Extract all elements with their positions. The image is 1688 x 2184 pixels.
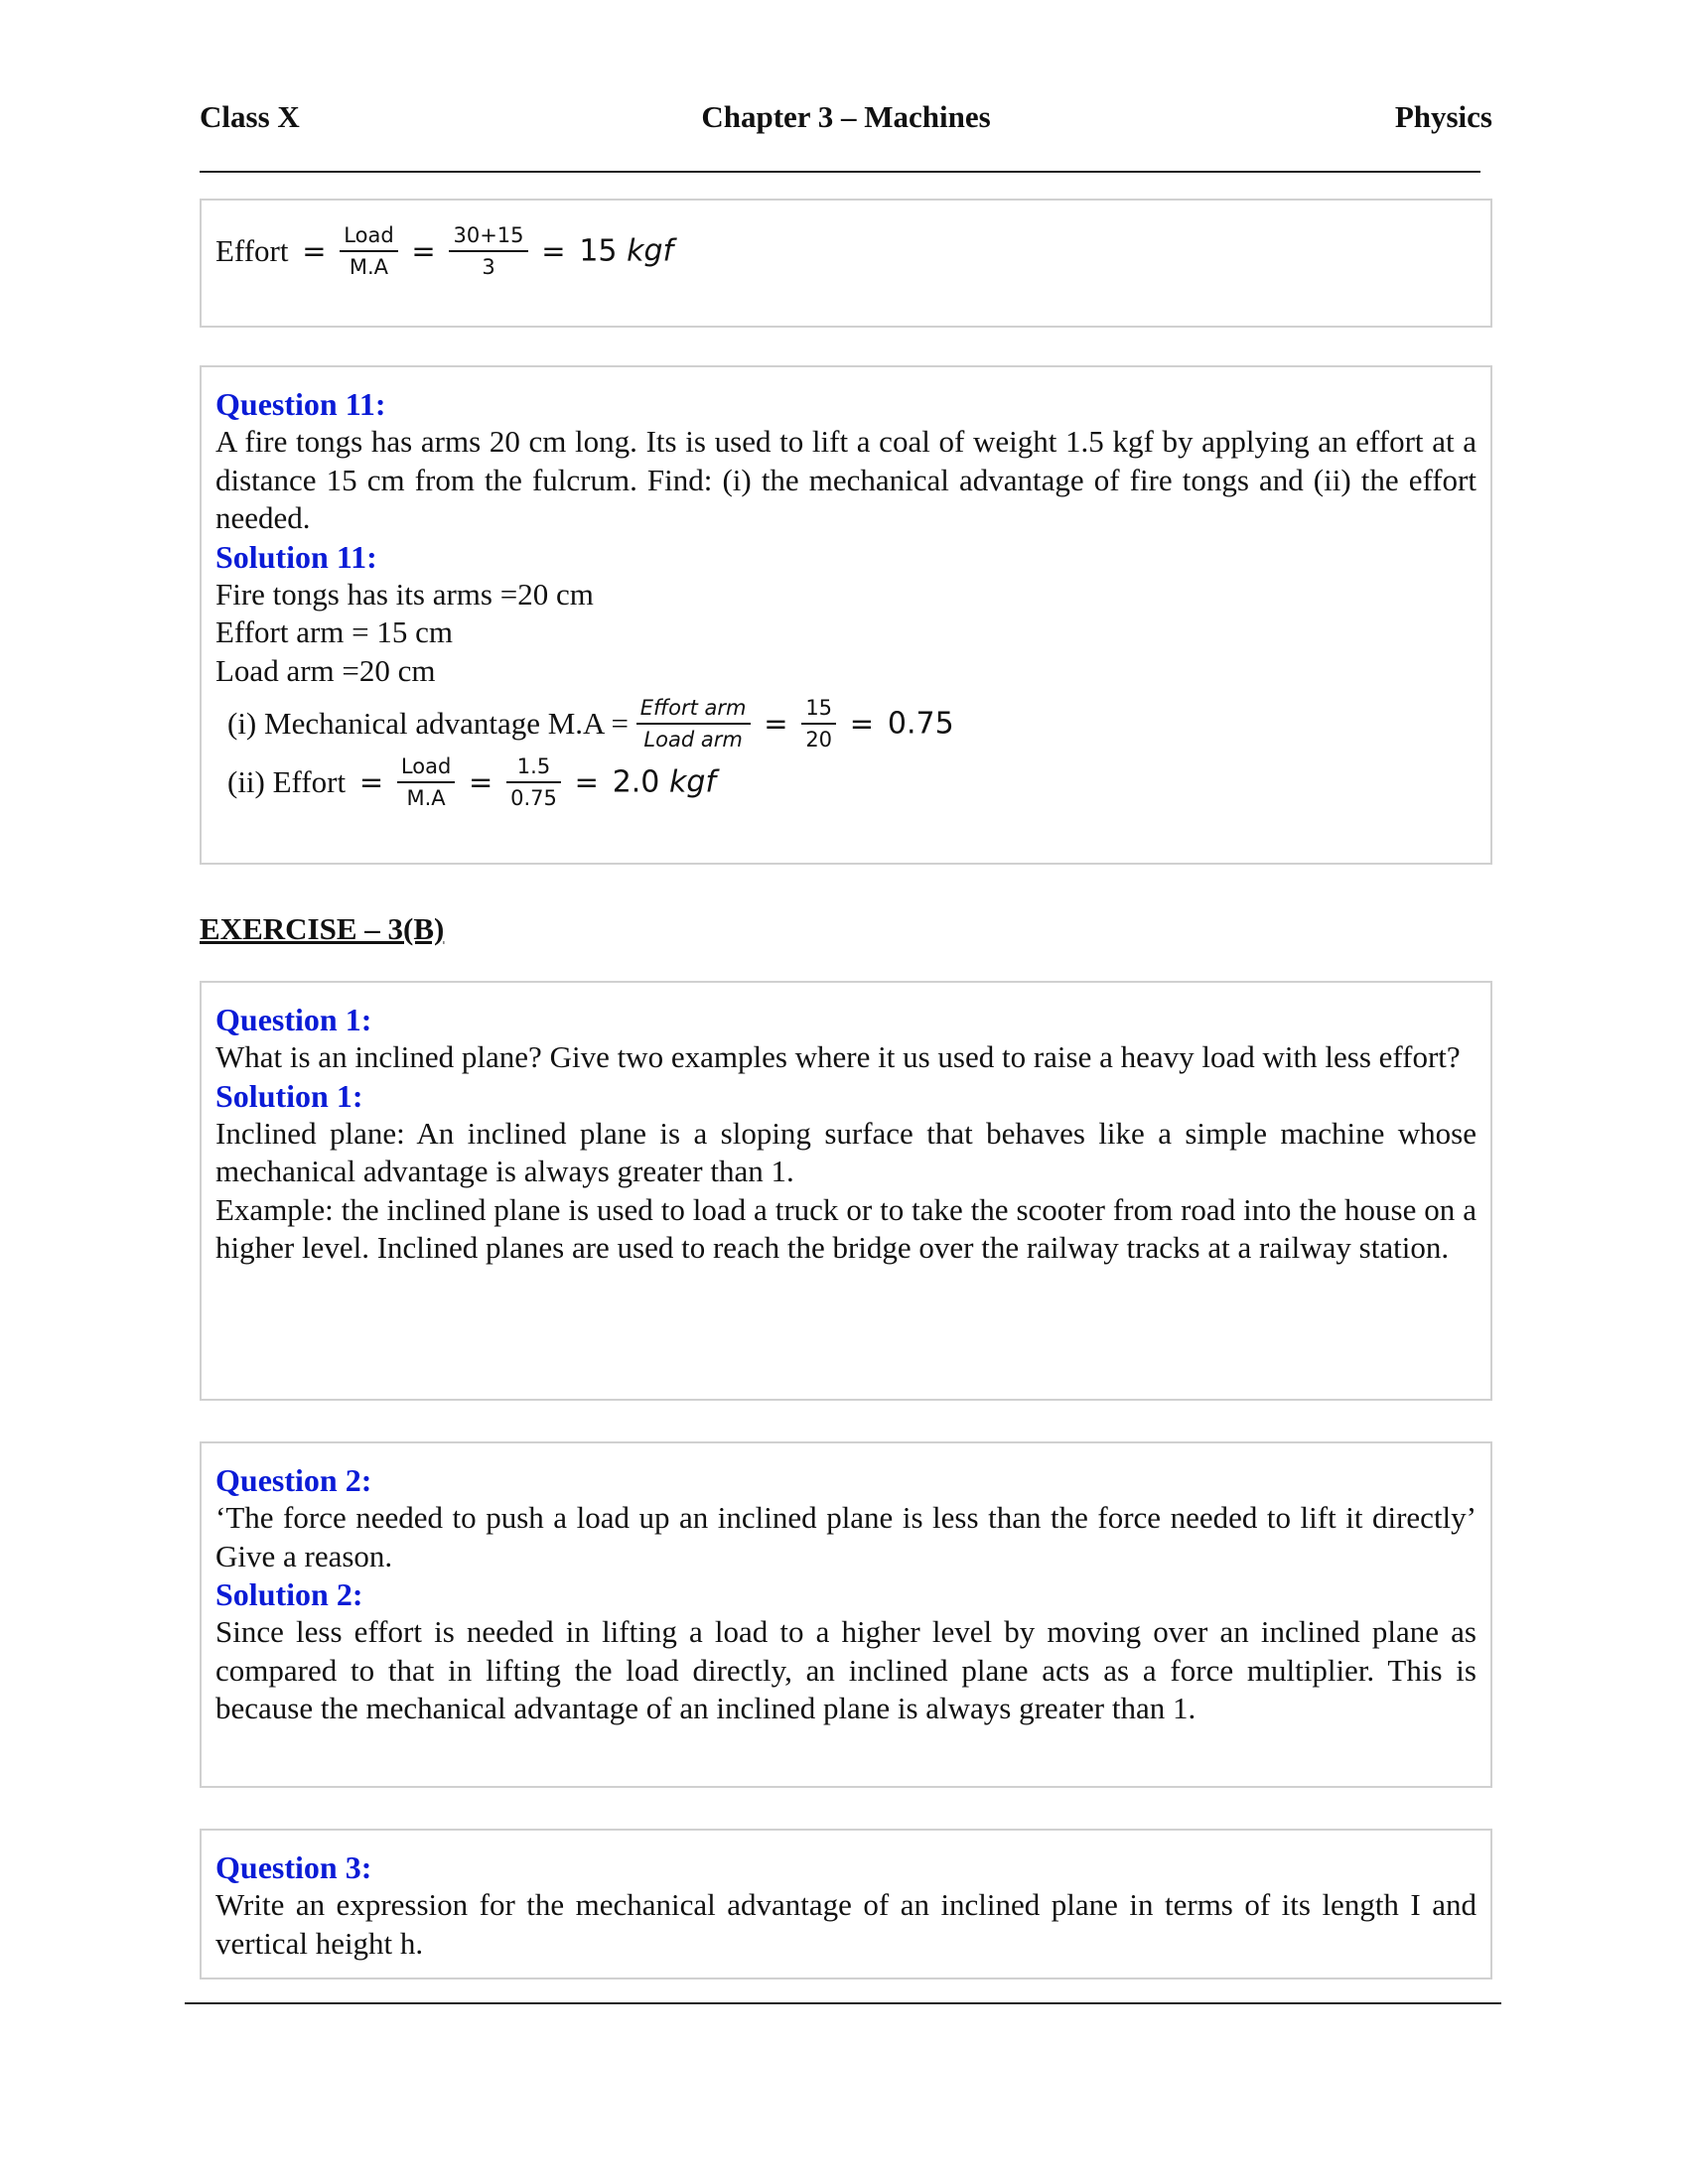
effort-calculation-box	[200, 199, 1492, 328]
mechanical-advantage-equation: (i) Mechanical advantage M.A = $\frac{\text{Effort arm}}{\text{Load arm}}$ = $\frac{15}{20}$ = 0.75	[227, 696, 954, 751]
header-subject: Physics	[1394, 99, 1492, 134]
question-3-text: Write an expression for the mechanical advantage of an inclined plane in terms of its length I and vertical height h.	[215, 1887, 1477, 1961]
question-2-box	[200, 1441, 1492, 1788]
effort-arm-over-load-arm-fraction: $\frac{\text{Effort arm}}{\text{Load arm}}$	[636, 695, 751, 752]
ma-result: 0.75	[887, 706, 954, 742]
load-over-ma-fraction-2: $\frac{\text{Load}}{M.A}$	[397, 753, 455, 811]
solution-11-line-2: Effort arm = 15 cm	[215, 614, 454, 649]
footer-divider	[185, 2002, 1501, 2004]
solution-1-paragraph-2: Example: the inclined plane is used to load a truck or to take the scooter from road into the house on a higher level. Inclined planes are used to reach the bridge over the railway tracks at a railway station.	[215, 1191, 1477, 1265]
question-11-box	[200, 365, 1492, 865]
effort-label: Effort	[215, 233, 289, 268]
question-2-text: ‘The force needed to push a load up an inclined plane is less than the force needed to lift it directly’ Give a reason.	[215, 1500, 1477, 1573]
solution-11-line-1: Fire tongs has its arms =20 cm	[215, 576, 594, 612]
effort-value-fraction: $\frac{1.5}{0.75}$	[506, 753, 561, 811]
solution-2-text: Since less effort is needed in lifting a load to a higher level by moving over an inclined plane as compared to that in lifting the load directly, an inclined plane acts as a force multiplier. This is because the mechanical advantage of an inclined plane is always greater than 1.	[215, 1614, 1477, 1725]
question-1-text: What is an inclined plane? Give two examples where it us used to raise a heavy load with less effort?	[215, 1039, 1461, 1074]
solution-11-line-3: Load arm =20 cm	[215, 652, 436, 688]
effort-equation: Effort = $\frac{\text{Load}}{M.A}$ = $\frac{30+15}{3}$ = 15 kgf	[215, 223, 674, 279]
question-11-text: A fire tongs has arms 20 cm long. Its is used to lift a coal of weight 1.5 kgf by applying an effort at a distance 15 cm from the fulcrum. Find: (i) the mechanical advantage of fire tongs and (ii) the effort needed.	[215, 424, 1477, 535]
effort-result: 15 kgf	[579, 233, 674, 269]
solution-11-label: Solution 11:	[215, 538, 377, 575]
effort-needed-result: 2.0 kgf	[612, 764, 716, 800]
page-header	[200, 99, 1492, 139]
ma-value-fraction: $\frac{15}{20}$	[801, 695, 836, 752]
header-class: Class X	[200, 99, 300, 134]
load-over-ma-fraction: $\frac{\text{Load}}{M.A}$	[340, 222, 397, 280]
question-3-label: Question 3:	[215, 1849, 372, 1885]
exercise-heading: EXERCISE – 3(B)	[200, 911, 445, 946]
header-chapter: Chapter 3 – Machines	[701, 99, 991, 134]
header-divider	[200, 171, 1480, 173]
value-fraction: $\frac{30+15}{3}$	[449, 222, 527, 280]
question-1-box	[200, 981, 1492, 1401]
solution-1-label: Solution 1:	[215, 1077, 363, 1114]
solution-1-paragraph-1: Inclined plane: An inclined plane is a sloping surface that behaves like a simple machine whose mechanical advantage is always greater than 1.	[215, 1115, 1477, 1188]
question-1-label: Question 1:	[215, 1002, 372, 1037]
question-11-label: Question 11:	[215, 386, 386, 422]
question-3-box	[200, 1829, 1492, 1979]
question-2-label: Question 2:	[215, 1462, 372, 1498]
effort-needed-equation: (ii) Effort = $\frac{\text{Load}}{M.A}$ = $\frac{1.5}{0.75}$ = 2.0 kgf	[227, 754, 716, 810]
solution-2-label: Solution 2:	[215, 1576, 363, 1612]
